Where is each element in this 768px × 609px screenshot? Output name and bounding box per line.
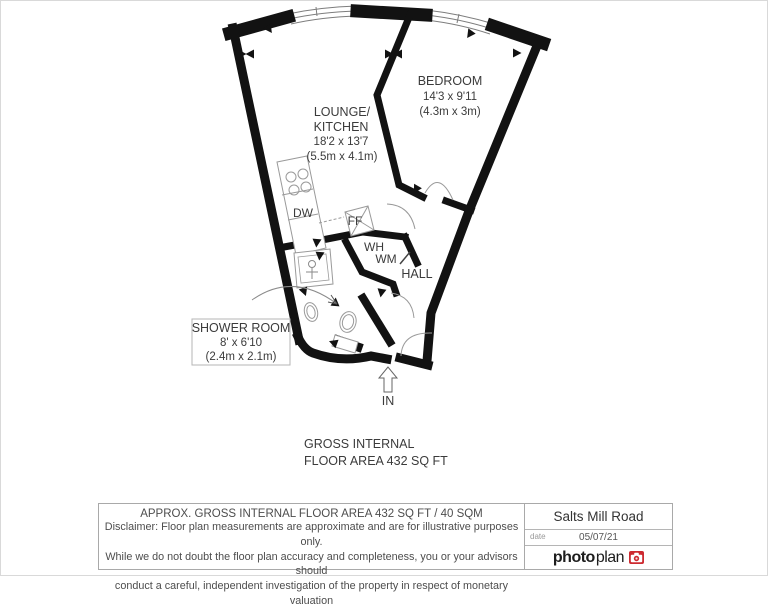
washing-machine-label: WM — [375, 252, 397, 266]
water-heater-label: WH — [364, 240, 384, 254]
bedroom-label: BEDROOM — [417, 74, 483, 88]
logo-text-plan: plan — [595, 548, 625, 566]
date-label: date — [530, 532, 546, 541]
dishwasher-label: DW — [293, 206, 313, 220]
lounge-label-line2: KITCHEN — [313, 120, 369, 134]
property-address: Salts Mill Road — [525, 504, 672, 530]
footer-table — [98, 503, 673, 607]
entrance-in-label: IN — [381, 394, 395, 408]
bedroom-dims: 14'3 x 9'11 — [422, 91, 478, 103]
shower-room-dims: 8' x 6'10 — [219, 337, 263, 349]
fridge-freezer-label: FF — [347, 214, 363, 228]
shower-room-label: SHOWER ROOM — [191, 321, 291, 335]
open-door-leaf — [400, 252, 410, 264]
photoplan-logo — [525, 546, 672, 569]
hall-label: HALL — [401, 267, 433, 281]
disclaimer-line: While we do not doubt the floor plan accuracy and completeness, you or your advisors should — [105, 550, 518, 578]
disclaimer-line: Disclaimer: Floor plan measurements are approximate and are for illustrative purposes only. — [104, 521, 519, 548]
footer-area-title: APPROX. GROSS INTERNAL FLOOR AREA 432 SQ FT / 40 SQM — [140, 508, 483, 520]
lounge-dims-metric: (5.5m x 4.1m) — [306, 151, 378, 163]
logo-text-photo: photo — [552, 548, 595, 566]
camera-icon — [629, 551, 644, 564]
sink-icon — [302, 301, 319, 323]
area-note-line2: FLOOR AREA 432 SQ FT — [304, 454, 448, 468]
date-value: 05/07/21 — [579, 532, 618, 543]
entrance-arrow-icon — [379, 367, 397, 392]
date-row — [525, 530, 672, 546]
footer-info-cell — [525, 504, 672, 569]
disclaimer-line: conduct a careful, independent investigation of the property in respect of monetary valuation — [114, 580, 509, 607]
lounge-label-line1: LOUNGE/ — [313, 105, 371, 119]
floor-plan-drawing — [1, 1, 767, 497]
bedroom-dims-metric: (4.3m x 3m) — [419, 106, 481, 118]
footer-disclaimer-cell — [99, 504, 525, 607]
area-note-line1: GROSS INTERNAL — [304, 437, 415, 451]
lounge-dims: 18'2 x 13'7 — [313, 136, 369, 148]
shower-cubicle-icon — [294, 249, 333, 288]
shower-room-dims-metric: (2.4m x 2.1m) — [205, 351, 277, 363]
